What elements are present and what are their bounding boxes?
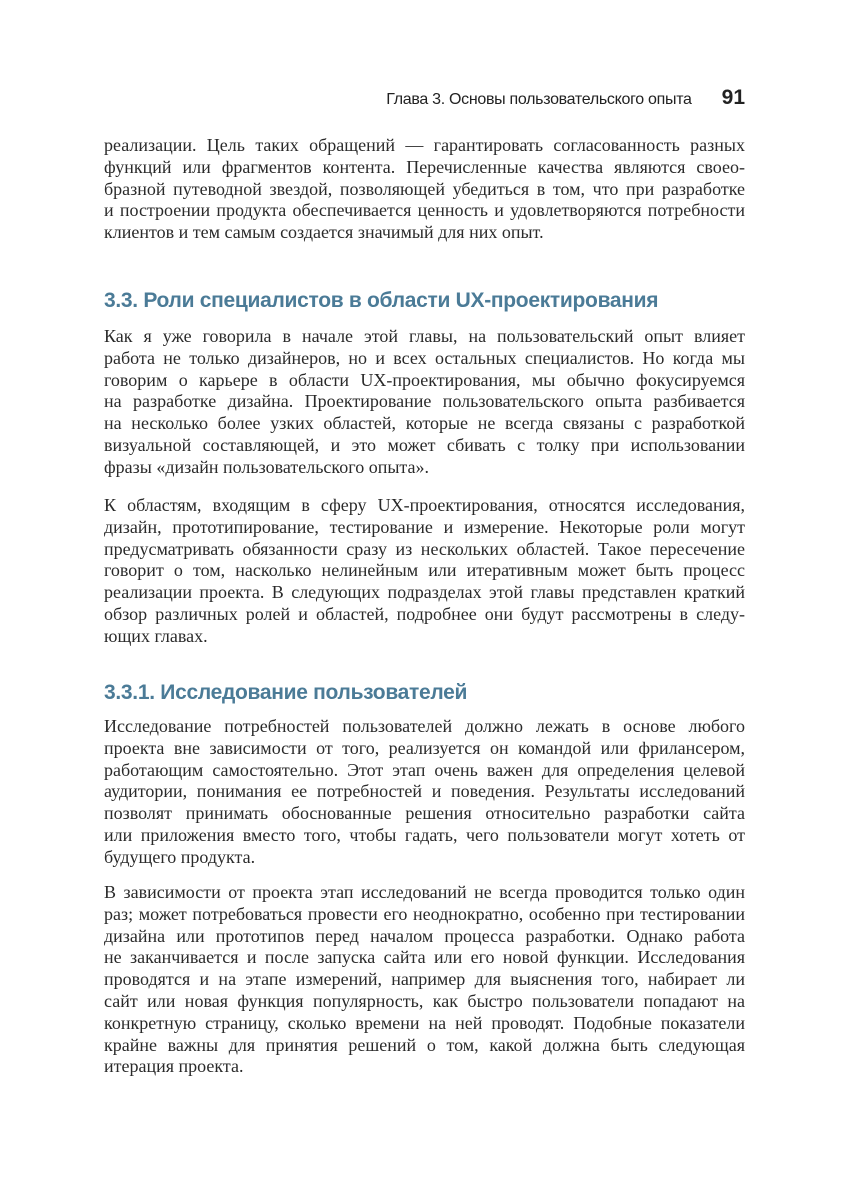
text-line: функций или фрагментов контента. Перечисленные качества являются своео-: [104, 156, 745, 177]
paragraph: [104, 326, 745, 479]
text-line: конкретную страницу, сколько времени на ней проводят. Подобные показатели: [104, 1012, 745, 1033]
text-line: клиентов и тем самым создается значимый для них опыт.: [104, 222, 544, 243]
running-header: [386, 86, 745, 110]
text-line: на несколько более узких областей, которые не всегда связаны с разработкой: [104, 413, 745, 434]
text-line: проводятся и на этапе измерений, например для выяснения того, набирает ли: [104, 969, 745, 990]
text-line: К областям, входящим в сферу UX-проектирования, относятся исследования,: [104, 495, 745, 515]
text-line: обзор различных ролей и областей, подробнее они будут рассмотрены в следу-: [104, 603, 745, 624]
text-line: дизайн, прототипирование, тестирование и измерение. Некоторые роли могут: [104, 516, 745, 537]
text-line: Как я уже говорила в начале этой главы, на пользовательский опыт влияет: [104, 326, 745, 346]
text-line: работа не только дизайнеров, но и всех остальных специалистов. Но когда мы: [104, 347, 745, 368]
text-line: работающим самостоятельно. Этот этап очень важен для определения целевой: [104, 759, 745, 780]
text-line: Исследование потребностей пользователей должно лежать в основе любого: [104, 716, 745, 736]
text-line: на разработке дизайна. Проектирование пользовательского опыта разбивается: [104, 391, 745, 412]
text-line: аудитории, понимания ее потребностей и поведения. Результаты исследований: [104, 781, 745, 802]
page-number: 91: [721, 86, 745, 109]
text-line: сайт или новая функция популярность, как быстро пользователи попадают на: [104, 990, 745, 1011]
text-line: позволят принимать обоснованные решения относительно разработки сайта: [104, 803, 745, 824]
chapter-title: Глава 3. Основы пользовательского опыта: [386, 91, 692, 108]
subsection-heading: 3.3.1. Исследование пользователей: [104, 681, 468, 704]
paragraph: [104, 882, 745, 1078]
text-line: или приложения вместо того, чтобы гадать, чего пользователи могут хотеть от: [104, 824, 745, 845]
text-line: говорим о карьере в области UX-проектирования, мы обычно фокусируемся: [104, 369, 745, 390]
paragraph: [104, 135, 745, 244]
text-line: проекта вне зависимости от того, реализуется он командой или фрилансером,: [104, 737, 745, 758]
paragraph: [104, 716, 745, 869]
text-line: дизайна или прототипов перед началом процесса разработки. Однако работа: [104, 925, 745, 946]
text-line: реализации проекта. В следующих подразделах этой главы представлен краткий: [104, 582, 745, 603]
text-line: говорит о том, насколько нелинейным или итеративным может быть процесс: [104, 560, 745, 581]
text-line: фразы «дизайн пользовательского опыта».: [104, 456, 429, 477]
paragraph: [104, 495, 745, 648]
text-line: ющих главах.: [104, 625, 208, 646]
text-line: раз; может потребоваться провести его неоднократно, особенно при тестировании: [104, 903, 745, 924]
text-line: не заканчивается и после запуска сайта или его новой функции. Исследования: [104, 947, 745, 968]
text-line: визуальной составляющей, и это может сбивать с толку при использовании: [104, 434, 745, 455]
section-heading: 3.3. Роли специалистов в области UX-проектирования: [104, 289, 659, 312]
text-line: итерация проекта.: [104, 1056, 244, 1077]
text-line: и построении продукта обеспечивается ценность и удовлетворяются потребности: [104, 200, 745, 221]
text-line: бразной путеводной звездой, позволяющей убедиться в том, что при разработке: [104, 178, 745, 199]
text-line: реализации. Цель таких обращений — гарантировать согласованность разных: [104, 135, 745, 155]
text-line: крайне важны для принятия решений о том, какой должна быть следующая: [104, 1034, 745, 1055]
text-line: будущего продукта.: [104, 846, 256, 867]
text-line: В зависимости от проекта этап исследований не всегда проводится только один: [104, 882, 745, 902]
text-line: предусматривать обязанности сразу из нескольких областей. Такое пересечение: [104, 538, 745, 559]
